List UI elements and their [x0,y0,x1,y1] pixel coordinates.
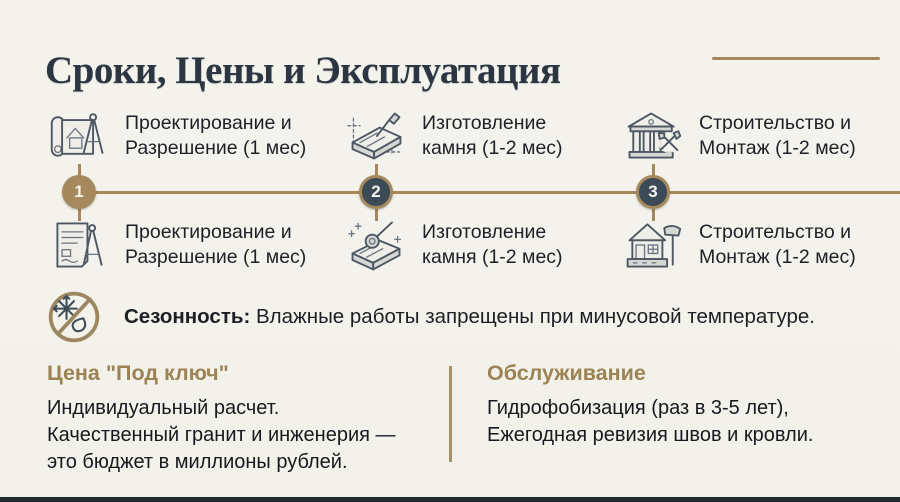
mausoleum-tools-icon [622,106,684,166]
document-compass-icon [48,215,110,275]
no-frost-icon [46,289,102,345]
step-2-marker: 2 [359,175,393,209]
maintenance-section [487,361,837,449]
price-section [47,361,417,476]
step-3-bottom-item [622,214,856,276]
step-3-top-item [622,105,856,167]
seasonality-text: Сезонность: Влажные работы запрещены при минусовой температуре. [124,305,815,328]
blueprint-compass-icon [48,106,110,166]
step-label: Проектирование и Разрешение (1 мес) [125,221,307,268]
price-body: Индивидуальный расчет. Качественный гранит и инженерия — это бюджет в миллионы рублей. [47,397,396,473]
maintenance-heading: Обслуживание [487,361,646,385]
house-hammer-icon [622,215,684,275]
price-heading: Цена "Под ключ" [47,361,229,385]
step-1-bottom-item [48,214,306,276]
step-1-marker: 1 [62,175,96,209]
step-2-bottom-item [345,214,563,276]
title-rule-line [712,57,880,60]
footer-bar [0,497,900,502]
step-1-top-item [48,105,306,167]
step-2-top-item [345,105,563,167]
stone-chisel-icon [345,106,407,166]
seasonality-label: Сезонность: [124,305,251,328]
timeline-line [79,191,900,194]
step-label: Проектирование и Разрешение (1 мес) [125,112,307,159]
step-label: Строительство и Монтаж (1-2 мес) [699,221,856,268]
maintenance-body: Гидрофобизация (раз в 3-5 лет), Ежегодная ревизия швов и кровли. [487,397,814,446]
columns-divider [449,366,452,462]
step-3-marker: 3 [636,175,670,209]
seasonality-note [46,289,815,345]
page-title: Сроки, Цены и Эксплуатация [45,49,561,93]
step-label: Изготовление камня (1-2 мес) [422,221,563,268]
step-label: Изготовление камня (1-2 мес) [422,112,563,159]
step-label: Строительство и Монтаж (1-2 мес) [699,112,856,159]
slab-polisher-icon [345,215,407,275]
